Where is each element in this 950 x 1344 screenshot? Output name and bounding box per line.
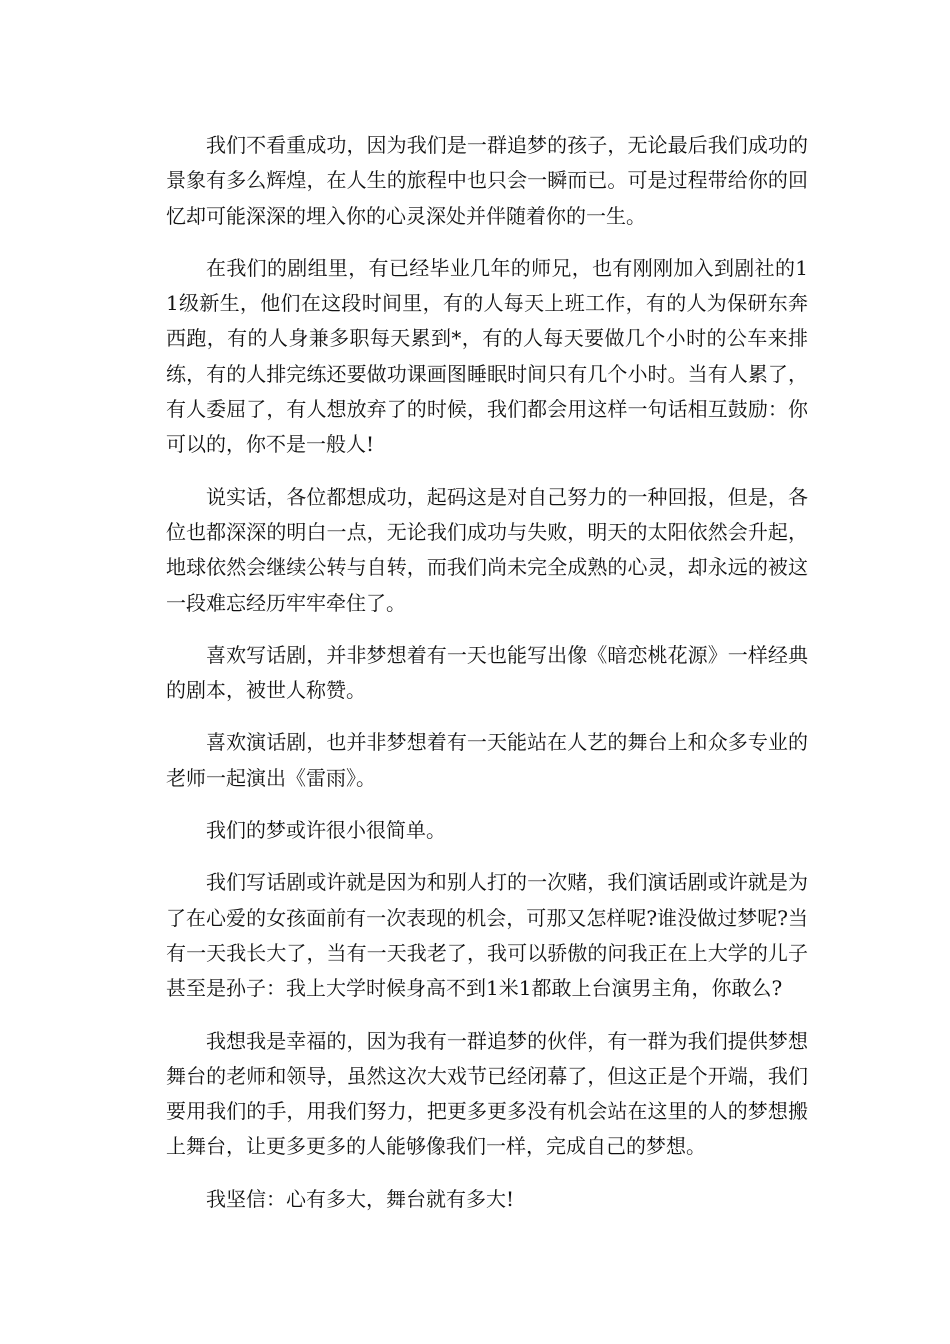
paragraph-1: 我们不看重成功，因为我们是一群追梦的孩子，无论最后我们成功的景象有多么辉煌，在人生的旅程中也只会一瞬而已。可是过程带给你的回忆却可能深深的埋入你的心灵深处并伴随着你的一生。 (166, 133, 808, 228)
paragraph-6: 我们的梦或许很小很简单。 (206, 818, 446, 843)
paragraph-7: 我们写话剧或许就是因为和别人打的一次赌，我们演话剧或许就是为了在心爱的女孩面前有一次表现的机会，可那又怎样呢?谁没做过梦呢?当有一天我长大了，当有一天我老了，我可以骄傲的问我正在上大学的儿子甚至是孙子：我上大学时候身高不到1米1都敢上台演男主角，你敢么? (166, 870, 808, 1001)
paragraph-4: 喜欢写话剧，并非梦想着有一天也能写出像《暗恋桃花源》一样经典的剧本，被世人称赞。 (166, 642, 808, 703)
paragraph-8: 我想我是幸福的，因为我有一群追梦的伙伴，有一群为我们提供梦想舞台的老师和领导，虽然这次大戏节已经闭幕了，但这正是个开端，我们要用我们的手，用我们努力，把更多更多没有机会站在这里的人的梦想搬上舞台，让更多更多的人能够像我们一样，完成自己的梦想。 (166, 1028, 808, 1159)
document-body (166, 128, 808, 1234)
paragraph-3: 说实话，各位都想成功，起码这是对自己努力的一种回报，但是，各位也都深深的明白一点，无论我们成功与失败，明天的太阳依然会升起，地球依然会继续公转与自转，而我们尚未完全成熟的心灵，却永远的被这一段难忘经历牢牢牵住了。 (166, 484, 808, 615)
paragraph-9: 我坚信：心有多大，舞台就有多大! (206, 1186, 515, 1211)
paragraph-2: 在我们的剧组里，有已经毕业几年的师兄，也有刚刚加入到剧社的11级新生，他们在这段时间里，有的人每天上班工作，有的人为保研东奔西跑，有的人身兼多职每天累到*，有的人每天要做几个小时的公车来排练，有的人排完练还要做功课画图睡眠时间只有几个小时。当有人累了，有人委屈了，有人想放弃了的时候，我们都会用这样一句话相互鼓励：你可以的，你不是一般人! (166, 255, 808, 457)
paragraph-5: 喜欢演话剧，也并非梦想着有一天能站在人艺的舞台上和众多专业的老师一起演出《雷雨》。 (166, 730, 808, 790)
